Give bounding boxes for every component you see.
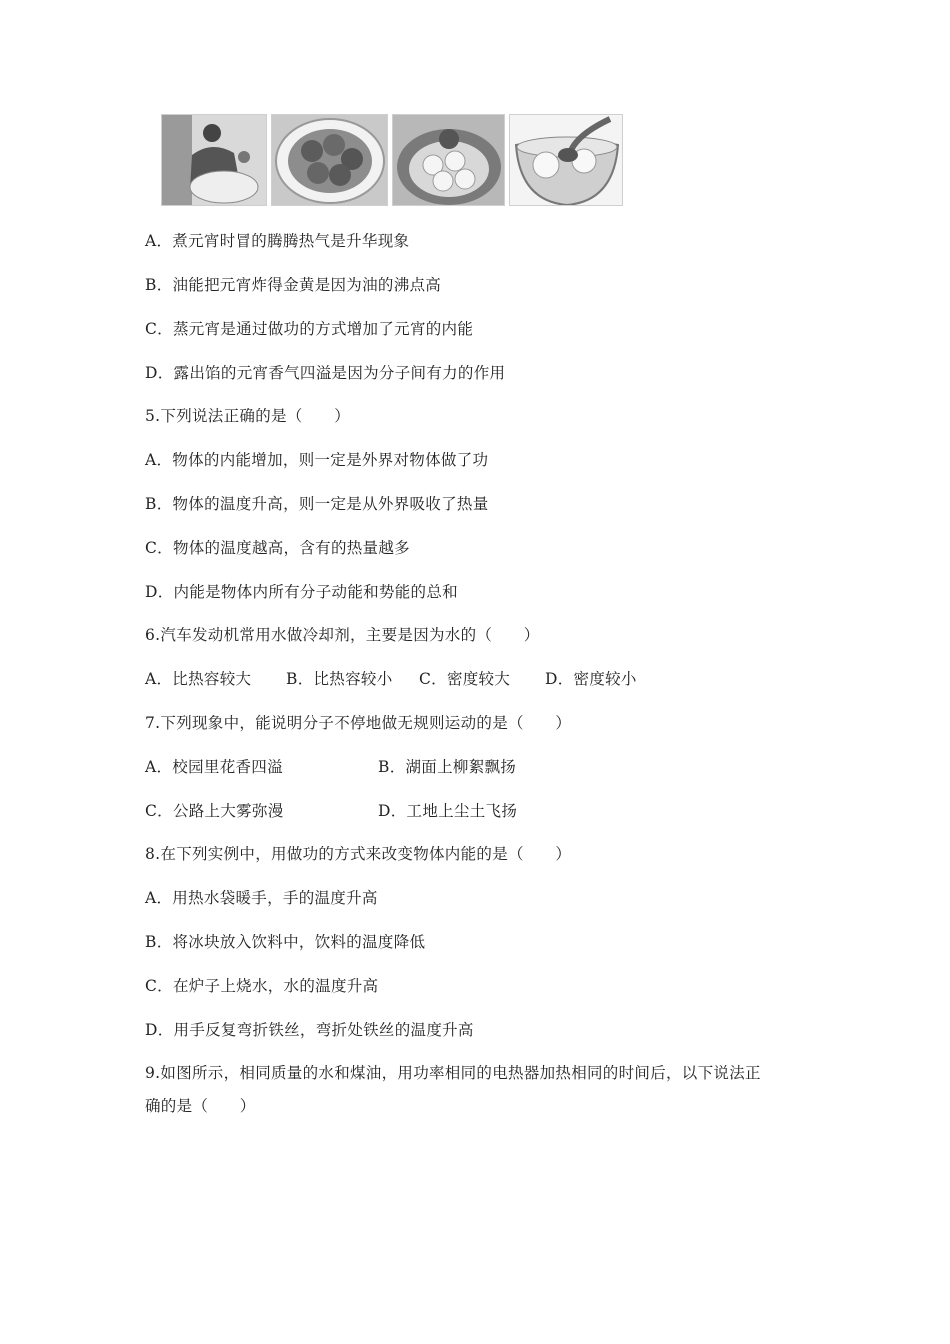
q5-option-c: C．物体的温度越高，含有的热量越多	[145, 539, 410, 557]
q6-option-a: A．比热容较大	[145, 670, 252, 688]
q8-option-c: C．在炉子上烧水，水的温度升高	[145, 977, 379, 995]
fried-yuanxiao-plate-photo	[271, 114, 388, 206]
q7-option-d: D．工地上尘土飞扬	[378, 802, 518, 820]
q8-option-d: D．用手反复弯折铁丝，弯折处铁丝的温度升高	[145, 1021, 474, 1039]
q8-stem: 8.在下列实例中，用做功的方式来改变物体内能的是（ ）	[145, 845, 572, 863]
q4-option-d: D．露出馅的元宵香气四溢是因为分子间有力的作用	[145, 364, 506, 382]
person-making-yuanxiao-photo	[161, 114, 267, 206]
q7-stem: 7.下列现象中，能说明分子不停地做无规则运动的是（ ）	[145, 714, 572, 732]
q5-stem: 5.下列说法正确的是（ ）	[145, 407, 350, 425]
q4-option-c: C．蒸元宵是通过做功的方式增加了元宵的内能	[145, 320, 474, 338]
q9-stem-line1: 9.如图所示，相同质量的水和煤油，用功率相同的电热器加热相同的时间后，以下说法正	[145, 1064, 761, 1082]
q6-option-c: C．密度较大	[419, 670, 511, 688]
q6-stem: 6.汽车发动机常用水做冷却剂，主要是因为水的（ ）	[145, 626, 540, 644]
q7-option-a: A．校园里花香四溢	[145, 758, 283, 776]
q5-option-a: A．物体的内能增加，则一定是外界对物体做了功	[145, 451, 489, 469]
q8-option-b: B．将冰块放入饮料中，饮料的温度降低	[145, 933, 426, 951]
q5-option-d: D．内能是物体内所有分子动能和势能的总和	[145, 583, 458, 601]
q9-stem-line2: 确的是（ ）	[145, 1097, 256, 1115]
q5-option-b: B．物体的温度升高，则一定是从外界吸收了热量	[145, 495, 489, 513]
q8-option-a: A．用热水袋暖手，手的温度升高	[145, 889, 378, 907]
q4-option-a: A．煮元宵时冒的腾腾热气是升华现象	[145, 232, 410, 250]
yuanxiao-photo-strip	[161, 114, 623, 206]
q6-option-b: B．比热容较小	[286, 670, 393, 688]
q7-option-b: B．湖面上柳絮飘扬	[378, 758, 517, 776]
steaming-yuanxiao-photo	[392, 114, 505, 206]
q6-option-d: D．密度较小	[545, 670, 637, 688]
yuanxiao-bowl-spoon-photo	[509, 114, 623, 206]
q7-option-c: C．公路上大雾弥漫	[145, 802, 284, 820]
q4-option-b: B．油能把元宵炸得金黄是因为油的沸点高	[145, 276, 442, 294]
